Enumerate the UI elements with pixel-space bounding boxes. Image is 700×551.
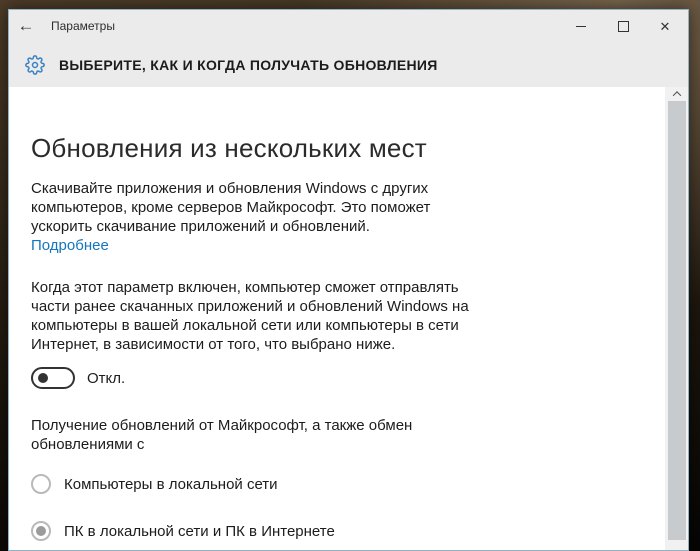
learn-more-link[interactable]: Подробнее — [31, 237, 109, 254]
gear-icon — [25, 55, 45, 75]
toggle-state-label: Откл. — [87, 369, 126, 387]
radio-option-local-and-internet[interactable] — [31, 521, 648, 541]
page-header — [9, 42, 688, 87]
chevron-up-icon — [672, 91, 680, 99]
updates-toggle[interactable] — [31, 367, 75, 389]
description-paragraph: Скачивайте приложения и обновления Windows с других компьютеров, кроме серверов Майкрософт. Это поможет ускорить скачивание приложений и обновлений. — [31, 180, 431, 235]
titlebar — [9, 10, 688, 42]
explanation-paragraph: Когда этот параметр включен, компьютер сможет отправлять части ранее скачанных приложений и обновлений Windows на компьютеры в вашей локальной сети или компьютеры в сети Интернет, в зависимости от того, что выбрано ниже. — [31, 279, 469, 353]
content-area — [9, 87, 688, 550]
updates-toggle-row — [31, 367, 648, 389]
toggle-knob — [38, 373, 48, 383]
back-arrow-icon[interactable]: ← — [17, 16, 35, 35]
radio-circle-icon[interactable] — [31, 474, 51, 494]
caption-buttons — [560, 10, 686, 42]
settings-window — [8, 9, 689, 551]
minimize-button[interactable] — [560, 10, 602, 42]
scrollbar-up-button[interactable] — [665, 87, 688, 100]
radio-group-label: Получение обновлений от Майкрософт, а также обмен обновлениями с — [31, 417, 413, 453]
radio-option-label: ПК в локальной сети и ПК в Интернете — [64, 522, 335, 540]
close-icon: ✕ — [659, 18, 671, 34]
minimize-icon — [576, 26, 586, 27]
scrollbar[interactable] — [665, 87, 688, 550]
maximize-button[interactable] — [602, 10, 644, 42]
radio-circle-selected-icon[interactable] — [31, 521, 51, 541]
page-title: ВЫБЕРИТЕ, КАК И КОГДА ПОЛУЧАТЬ ОБНОВЛЕНИЯ — [59, 56, 438, 73]
window-title: Параметры — [51, 19, 115, 33]
radio-option-label: Компьютеры в локальной сети — [64, 475, 278, 493]
section-heading: Обновления из нескольких мест — [31, 133, 427, 163]
radio-option-local-network[interactable] — [31, 474, 648, 494]
close-button[interactable] — [644, 10, 686, 42]
scrollbar-thumb[interactable] — [668, 101, 686, 540]
maximize-icon — [618, 21, 629, 32]
